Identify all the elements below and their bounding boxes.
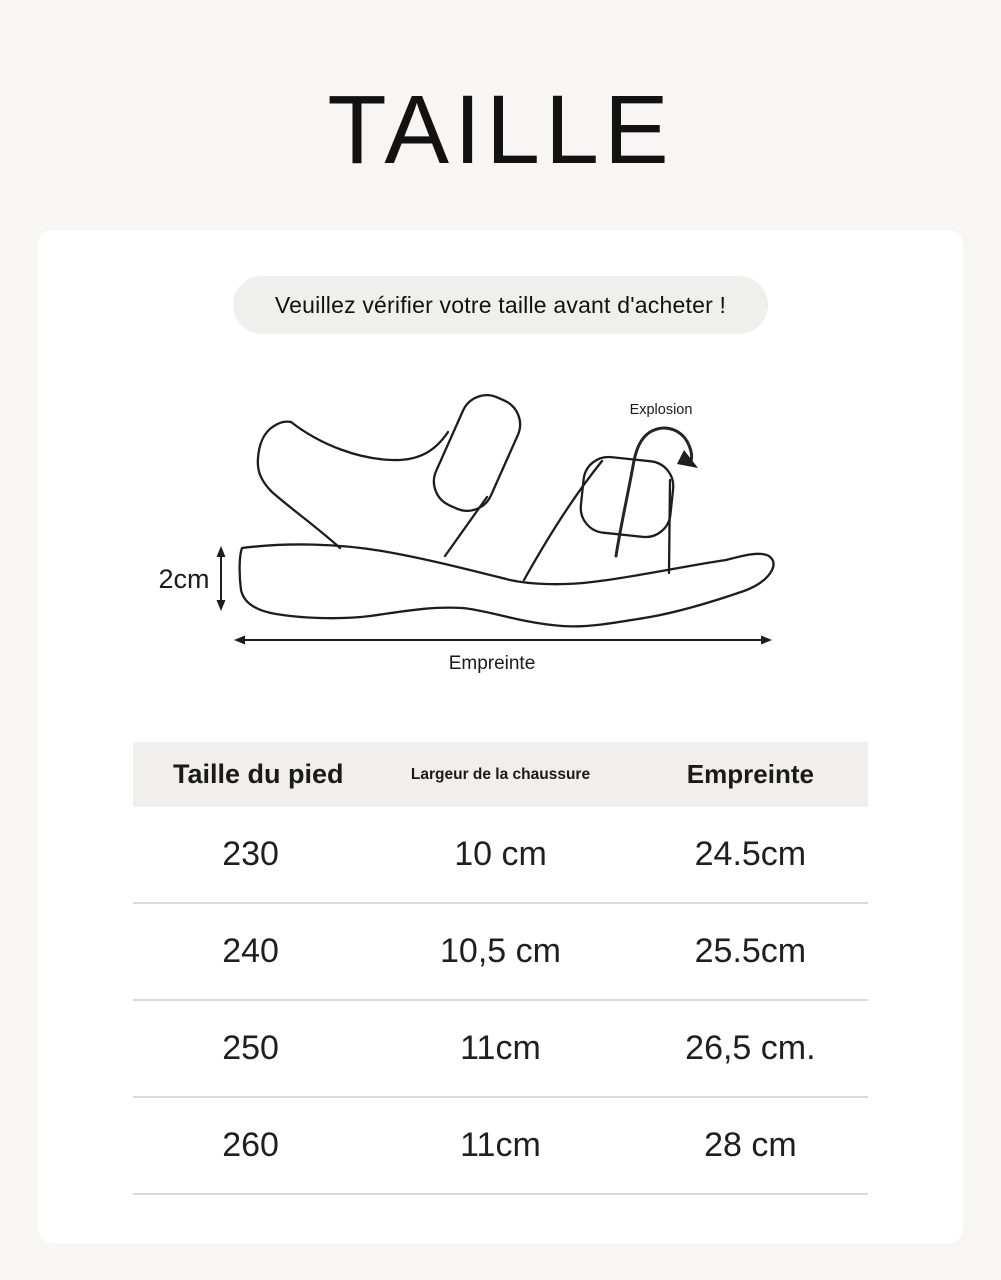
heel-strap-top-edge: [291, 422, 448, 460]
size-table-header-row: [133, 742, 868, 807]
column-header-footprint: Empreinte: [686, 759, 814, 789]
size-table: [133, 742, 868, 1195]
dimension-arrowhead-up: [217, 546, 226, 557]
cell-footprint: 26,5 cm.: [685, 1029, 816, 1067]
cell-foot-size: 250: [222, 1029, 279, 1067]
table-row: [133, 1001, 868, 1098]
cell-shoe-width: 10 cm: [454, 835, 547, 873]
explosion-label: Explosion: [629, 402, 693, 418]
sole-height-label: 2cm: [158, 564, 210, 594]
notice-text: Veuillez vérifier votre taille avant d'acheter !: [274, 291, 727, 318]
cell-foot-size: 260: [222, 1126, 279, 1164]
table-row: [133, 904, 868, 1001]
cell-footprint: 24.5cm: [694, 835, 807, 873]
cell-footprint: 28 cm: [704, 1126, 797, 1164]
content-card: [38, 230, 963, 1243]
column-header-foot-size: Taille du pied: [173, 759, 344, 789]
page-title: TAILLE: [327, 75, 674, 184]
front-strap-right-edge: [669, 480, 670, 573]
table-row: [133, 1098, 868, 1195]
sole-outline: [240, 544, 774, 626]
dimension-arrowhead-right: [761, 636, 772, 645]
heel-strap-outline: [258, 422, 340, 548]
cell-foot-size: 240: [222, 932, 279, 970]
cell-shoe-width: 11cm: [460, 1029, 541, 1067]
column-header-shoe-width: Largeur de la chaussure: [410, 765, 591, 783]
explosion-arrowhead: [677, 450, 698, 468]
dimension-arrowhead-down: [217, 600, 226, 611]
cell-shoe-width: 10,5 cm: [440, 932, 561, 970]
front-strap-edge: [524, 461, 602, 580]
footprint-label: Empreinte: [448, 653, 536, 674]
cell-foot-size: 230: [222, 835, 279, 873]
cell-shoe-width: 11cm: [460, 1126, 541, 1164]
cell-footprint: 25.5cm: [694, 932, 807, 970]
sandal-line-drawing: [140, 370, 820, 700]
sandal-size-diagram: [38, 230, 963, 710]
table-row: [133, 807, 868, 904]
velcro-strap: [426, 387, 529, 519]
dimension-arrowhead-left: [234, 636, 245, 645]
